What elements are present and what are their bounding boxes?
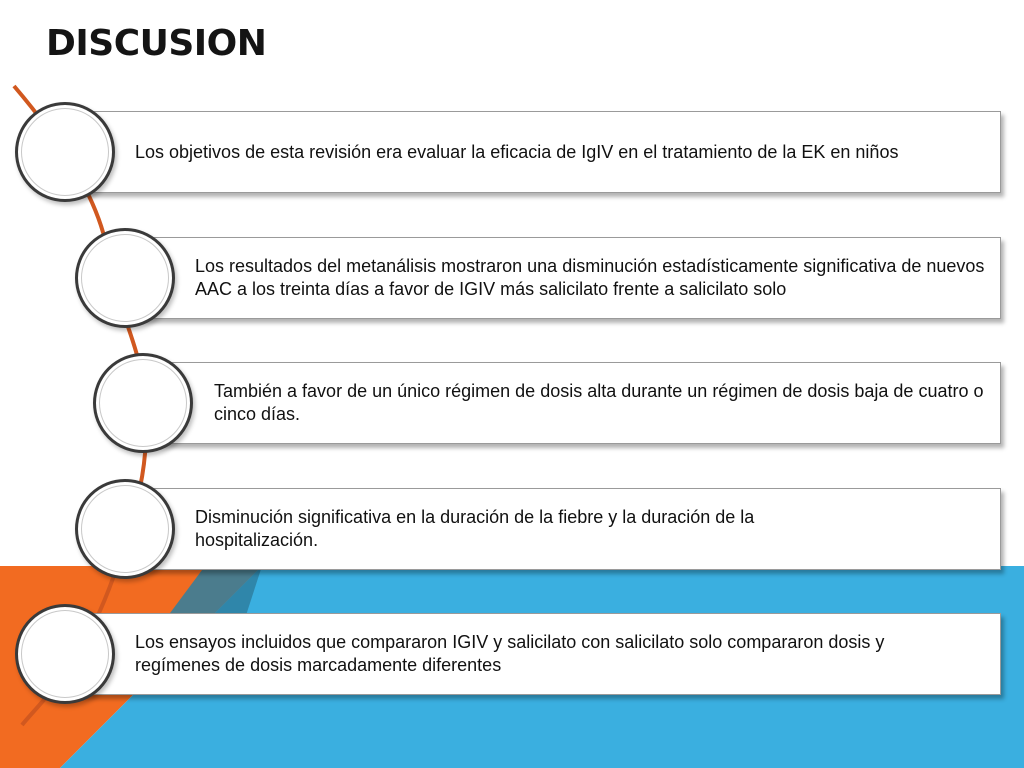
list-item-4: [126, 488, 1001, 570]
list-item-5: [66, 613, 1001, 695]
list-item-2: [126, 237, 1001, 319]
list-item-5-text: Los ensayos incluidos que compararon IGIV y salicilato con salicilato solo compararon dosis y regímenes de dosis marcadamente diferentes: [135, 632, 885, 675]
list-item-4-text: Disminución significativa en la duración de la fiebre y la duración de la hospitalización.: [195, 507, 755, 550]
timeline-circle-3: [93, 353, 193, 453]
list-item-3-text: También a favor de un único régimen de dosis alta durante un régimen de dosis baja de cuatro o cinco días.: [214, 381, 984, 424]
list-item-2-text: Los resultados del metanálisis mostraron una disminución estadísticamente significativa de nuevos AAC a los treinta días a favor de IGIV más salicilato frente a salicilato solo: [195, 256, 985, 299]
timeline-circle-4: [75, 479, 175, 579]
page-title: DISCUSION: [46, 23, 267, 64]
timeline-circle-2: [75, 228, 175, 328]
timeline-circle-5: [15, 604, 115, 704]
timeline-circle-1: [15, 102, 115, 202]
list-item-3: [145, 362, 1001, 444]
list-item-1-text: Los objetivos de esta revisión era evaluar la eficacia de IgIV en el tratamiento de la EK en niños: [135, 141, 899, 162]
list-item-1: [66, 111, 1001, 193]
